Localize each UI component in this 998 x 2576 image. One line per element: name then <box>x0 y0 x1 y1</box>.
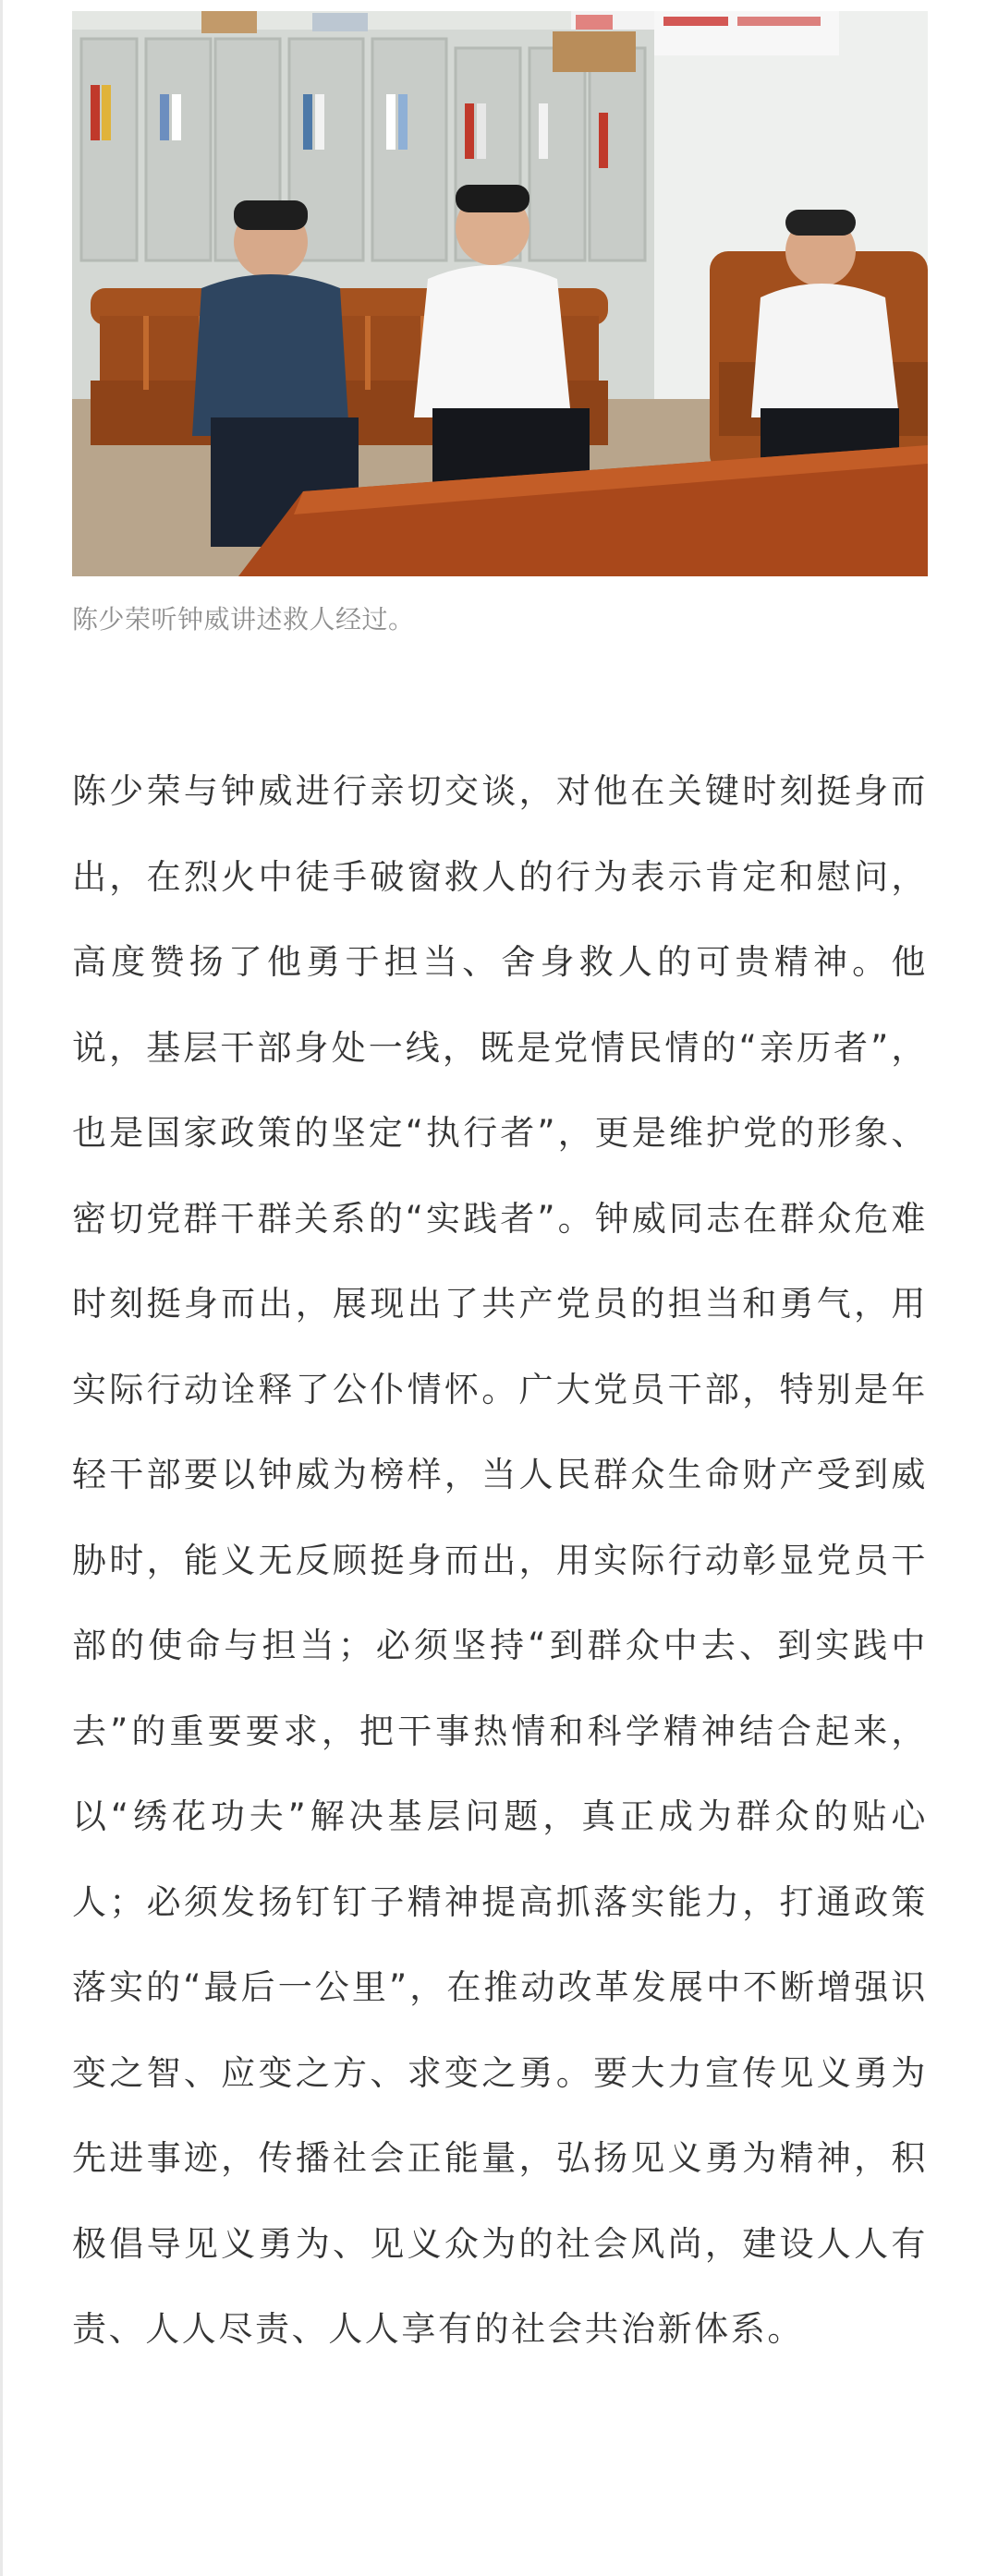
article-body-paragraph: 陈少荣与钟威进行亲切交谈，对他在关键时刻挺身而出，在烈火中徒手破窗救人的行为表示肯定和慰问，高度赞扬了他勇于担当、舍身救人的可贵精神。他说，基层干部身处一线，既是党情民情的“亲历者”，也是国家政策的坚定“执行者”，更是维护党的形象、密切党群干群关系的“实践者”。钟威同志在群众危难时刻挺身而出，展现出了共产党员的担当和勇气，用实际行动诠释了公仆情怀。广大党员干部，特别是年轻干部要以钟威为榜样，当人民群众生命财产受到威胁时，能义无反顾挺身而出，用实际行动彰显党员干部的使命与担当；必须坚持“到群众中去、到实践中去”的重要要求，把干事热情和科学精神结合起来，以“绣花功夫”解决基层问题，真正成为群众的贴心人；必须发扬钉钉子精神提高抓落实能力，打通政策落实的“最后一公里”，在推动改革发展中不断增强识变之智、应变之方、求变之勇。要大力宣传见义勇为先进事迹，传播社会正能量，弘扬见义勇为精神，积极倡导见义勇为、见义众为的社会风尚，建设人人有责、人人尽责、人人享有的社会共治新体系。 <box>72 771 928 2349</box>
photo-caption: 陈少荣听钟威讲述救人经过。 <box>72 604 415 635</box>
page-left-border <box>0 0 3 2576</box>
article-photo <box>72 11 928 576</box>
photo-illustration <box>72 11 928 576</box>
